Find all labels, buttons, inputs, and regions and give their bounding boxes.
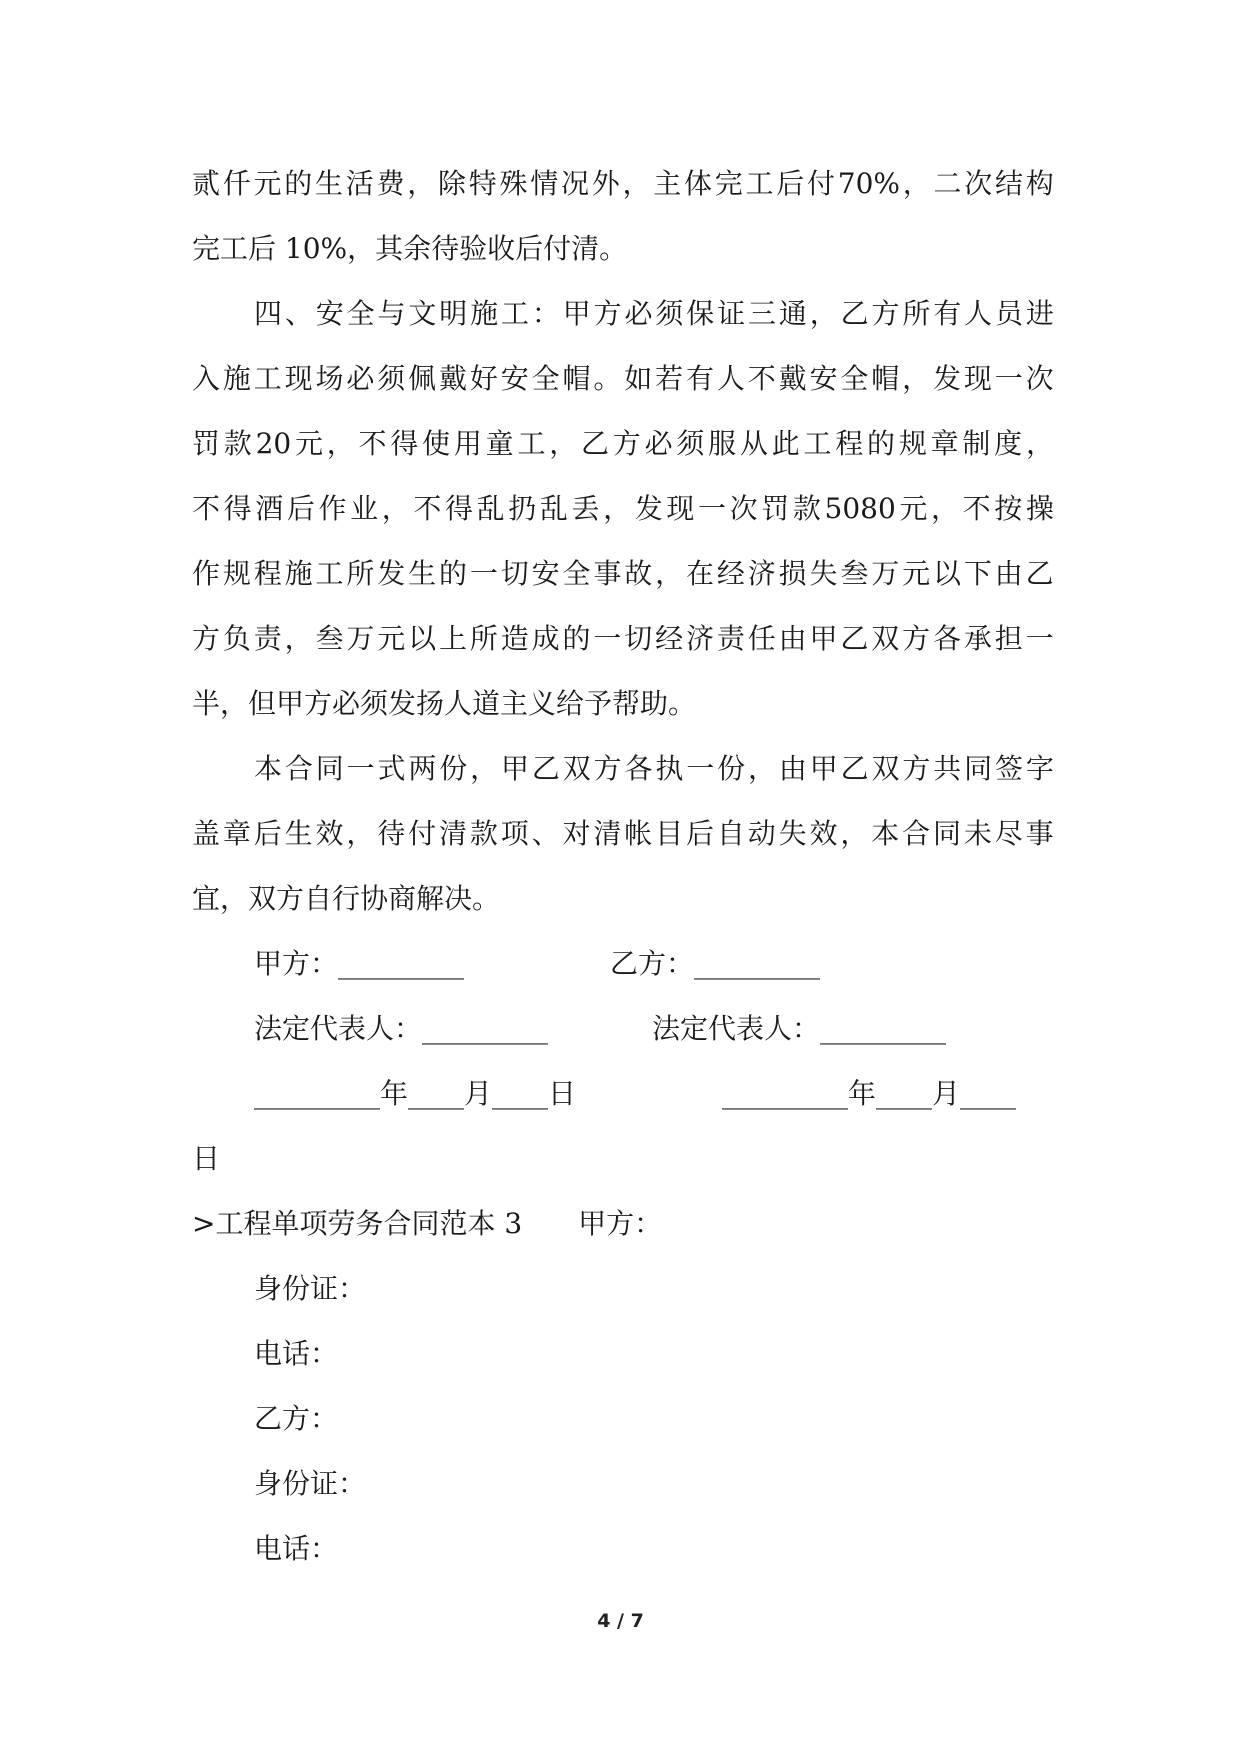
- signature-row-party: [192, 940, 1054, 1005]
- field-phone-b: 电话：: [254, 1532, 339, 1565]
- party-b-representative: 法定代表人：_________: [652, 1012, 947, 1045]
- text-line: 完工后 10%，其余待验收后付清。: [192, 232, 628, 265]
- party-b-signature: 乙方：_________: [610, 947, 821, 980]
- party-b-date: _________年____月____: [722, 1077, 1017, 1110]
- text-line: 作 规 程 施 工 所 发 生 的 一 切 安 全 事 故 ， 在 经 济 损 失 叁 万 元 以 下 由 乙: [192, 557, 1054, 590]
- text-line: 半，但甲方必须发扬人道主义给予帮助。: [192, 687, 697, 720]
- signature-row-representative: [192, 1005, 1054, 1070]
- text-line: 盖 章 后 生 效 ， 待 付 清 款 项 、 对 清 帐 目 后 自 动 失 效 ， 本 合 同 未 尽 事: [192, 817, 1054, 850]
- text-line: 贰 仟 元 的 生 活 费 ， 除 特 殊 情 况 外 ， 主 体 完 工 后 付 70% ， 二 次 结 构: [192, 167, 1054, 200]
- field-id-a: 身份证：: [254, 1272, 367, 1305]
- text-line: 罚 款 20 元 ， 不 得 使 用 童 工 ， 乙 方 必 须 服 从 此 工 程 的 规 章 制 度 ，: [192, 427, 1054, 460]
- text-line: 入 施 工 现 场 必 须 佩 戴 好 安 全 帽 。 如 若 有 人 不 戴 安 全 帽 ， 发 现 一 次: [192, 362, 1054, 395]
- party-a-representative: 法定代表人：_________: [254, 1012, 549, 1045]
- field-id-b: 身份证：: [254, 1467, 367, 1500]
- party-a-signature: 甲方：_________: [254, 947, 465, 980]
- text-line: 日: [192, 1142, 221, 1175]
- text-line: 方 负 责 ， 叁 万 元 以 上 所 造 成 的 一 切 经 济 责 任 由 甲 乙 双 方 各 承 担 一: [192, 622, 1054, 655]
- field-party-b: 乙方：: [254, 1402, 339, 1435]
- page-content: [192, 160, 1054, 1590]
- text-line: 本 合 同 一 式 两 份 ， 甲 乙 双 方 各 执 一 份 ， 由 甲 乙 双 方 共 同 签 字: [254, 752, 1054, 785]
- page-number: 4 / 7: [597, 1610, 644, 1632]
- section-heading: >工程单项劳务合同范本 3 甲方：: [192, 1207, 663, 1240]
- text-line: 不 得 酒 后 作 业 ， 不 得 乱 扔 乱 丢 ， 发 现 一 次 罚 款 5080 元 ， 不 按 操: [192, 492, 1054, 525]
- field-phone-a: 电话：: [254, 1337, 339, 1370]
- party-a-date: _________年____月____日: [254, 1077, 577, 1110]
- text-line: 四 、 安 全 与 文 明 施 工 ： 甲 方 必 须 保 证 三 通 ， 乙 方 所 有 人 员 进: [254, 297, 1054, 330]
- signature-row-date: [192, 1070, 1054, 1135]
- text-line: 宜，双方自行协商解决。: [192, 882, 501, 915]
